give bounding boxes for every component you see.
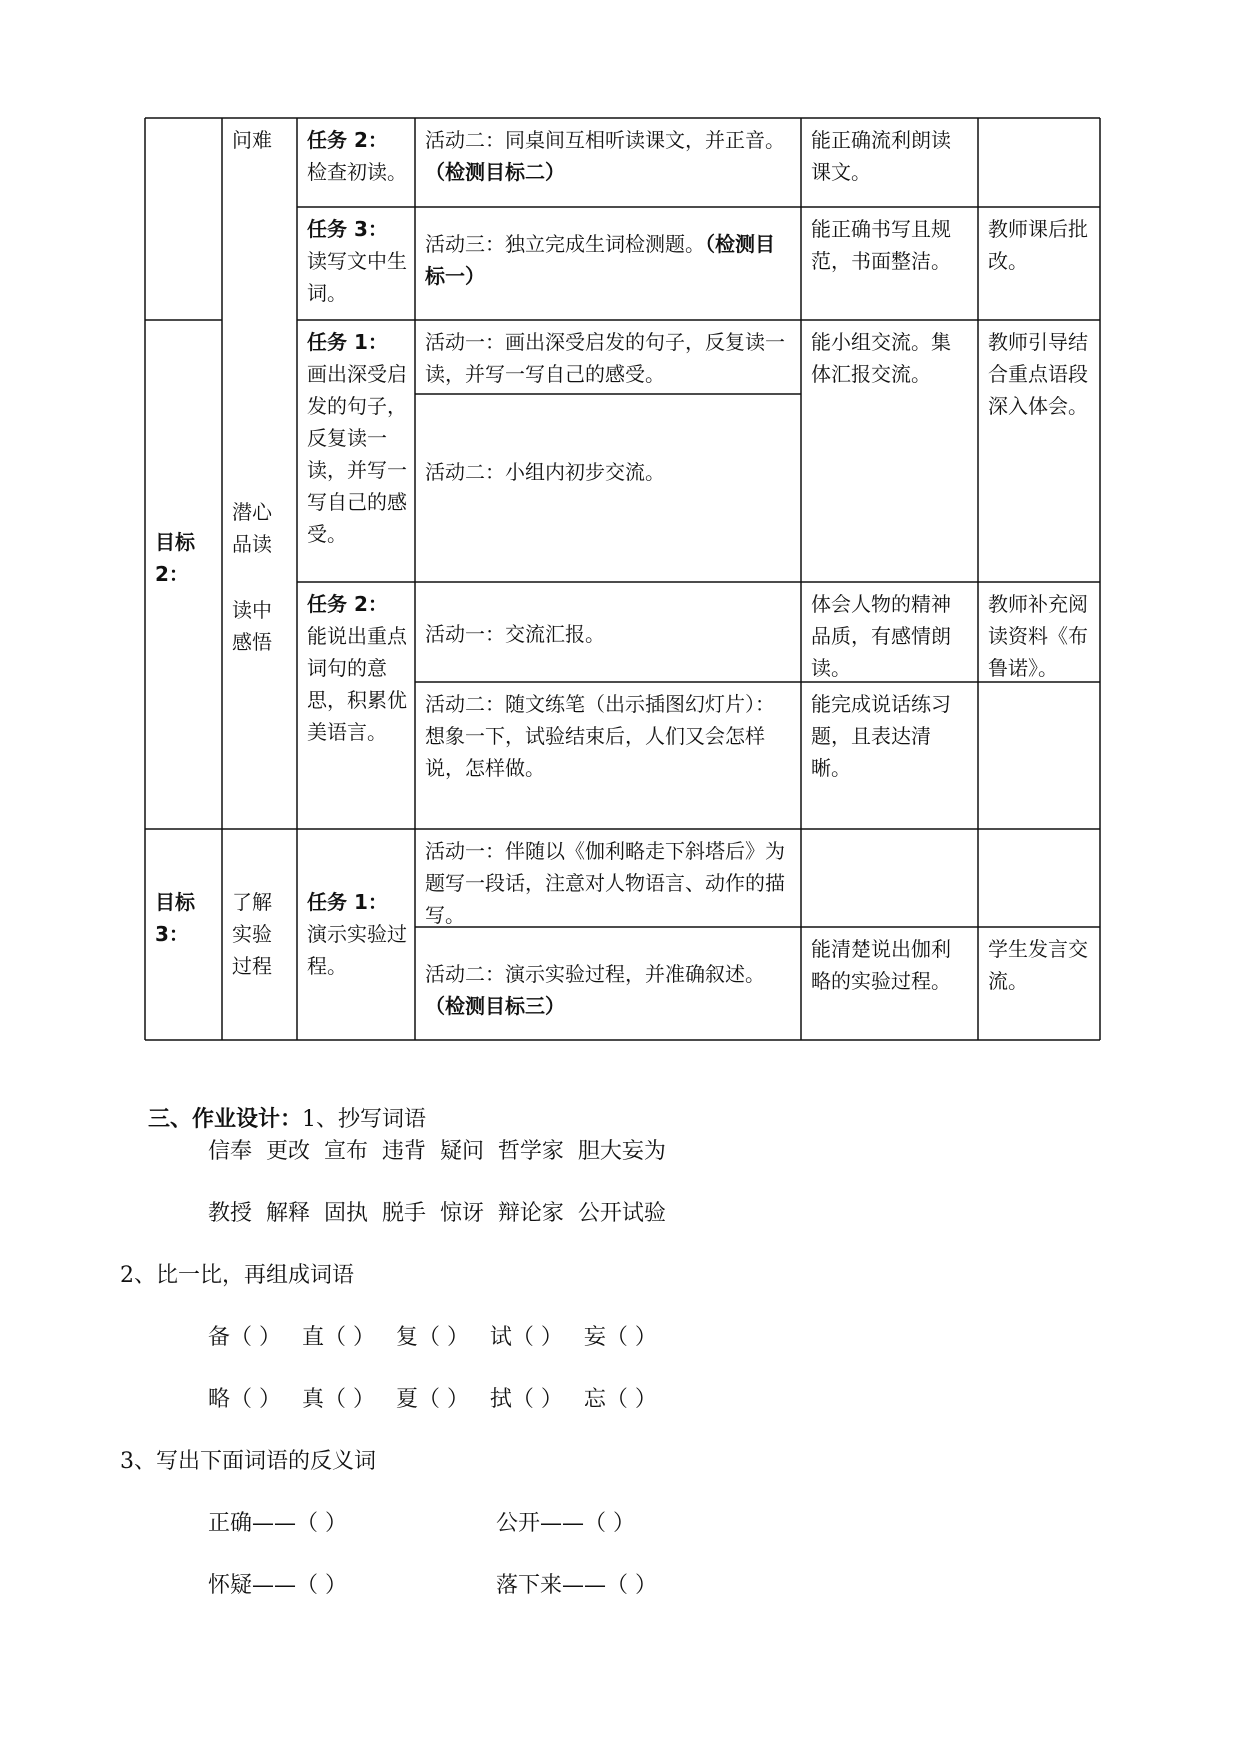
task-label: 任务 3： [307,217,388,241]
eval-text: 能正确流利朗读课文。 [811,128,951,184]
stage-cell-goal2b [222,588,297,654]
task-text: 检查初读。 [307,160,407,184]
antonym-1b: 公开——（ ） [496,1511,635,1536]
stage-label: 潜心品读 [232,500,272,556]
stage-cell-goal2a [222,490,297,556]
section-heading: 三、作业设计： [147,1107,302,1132]
task-text: 演示实验过程。 [307,922,407,978]
goal3-label-cell [145,880,222,960]
stage-label: 了解实验过程 [232,890,272,978]
eval-cell-row2 [801,207,978,320]
activity-cell-goal3-2 [415,952,801,1040]
activity-text: 活动二：演示实验过程，并准确叙述。 [425,962,765,986]
eval-cell-goal2-1 [801,320,978,420]
activity-cell-row1 [415,118,801,207]
homework-item2-title: 2、比一比，再组成词语 [120,1263,354,1288]
eval-cell-goal3 [801,927,978,1040]
task-label: 任务 2： [307,128,388,152]
activity-tag: （检测目标二） [425,160,565,184]
note-cell-goal3 [978,927,1100,1040]
task-text: 能说出重点词句的意思，积累优美语言。 [307,624,407,744]
eval-cell-row1 [801,118,978,207]
eval-text: 能小组交流。集体汇报交流。 [811,330,951,386]
note-cell-row2 [978,207,1100,320]
activity-cell-goal2-3 [415,612,801,672]
task-cell-goal3 [297,880,415,990]
antonym-2a: 怀疑——（ ） [208,1573,347,1598]
activity-text: 活动二：同桌间互相听读课文，并正音。 [425,128,785,152]
task-cell-goal2-2 [297,582,415,829]
activity-tag: （检测目标一） [425,232,775,288]
activity-cell-row2 [415,222,801,320]
note-text: 教师课后批改。 [988,217,1088,273]
compare-row-1: 备（ ） 直（ ） 复（ ） 试（ ） 妄（ ） [208,1325,657,1350]
activity-cell-goal2-4 [415,682,801,829]
compare-row-2: 略（ ） 真（ ） 夏（ ） 拭（ ） 忘（ ） [208,1387,657,1412]
goal-label: 目标 2： [155,530,195,586]
activity-text: 活动一：画出深受启发的句子，反复读一读，并写一写自己的感受。 [425,330,785,386]
note-text: 教师引导结合重点语段深入体会。 [988,330,1088,418]
activity-cell-goal2-2 [415,450,801,510]
task-label: 任务 1： [307,330,388,354]
activity-text: 活动二：随文练笔（出示插图幻灯片）：想象一下，试验结束后，人们又会怎样说，怎样做。 [425,692,775,780]
activity-text: 活动一：伴随以《伽利略走下斜塔后》为题写一段话，注意对人物语言、动作的描写。 [425,839,785,927]
task-cell-row2 [297,207,415,320]
task-text: 读写文中生词。 [307,249,407,305]
activity-text: 活动三：独立完成生词检测题。 [425,232,705,256]
goal2-label-cell [145,520,222,600]
antonym-2b: 落下来——（ ） [496,1573,657,1598]
eval-text: 能清楚说出伽利略的实验过程。 [811,937,951,993]
task-text: 画出深受启发的句子，反复读一读，并写一写自己的感受。 [307,362,407,546]
words-row-1: 信奉 更改 宣布 违背 疑问 哲学家 胆大妄为 [208,1139,666,1164]
activity-tag: （检测目标三） [425,994,565,1018]
activity-text: 活动二：小组内初步交流。 [425,460,665,484]
eval-cell-goal2-3 [801,682,978,782]
note-cell-goal2-1 [978,320,1100,460]
stage-cell-wennan [222,118,297,178]
antonym-1a: 正确——（ ） [208,1511,347,1536]
activity-cell-goal3-1 [415,829,801,927]
activity-text: 活动一：交流汇报。 [425,622,605,646]
homework-item-title: 1、抄写词语 [302,1107,426,1132]
words-row-2: 教授 解释 固执 脱手 惊讶 辩论家 公开试验 [208,1201,666,1226]
task-label: 任务 1： [307,890,388,914]
stage-cell-goal3 [222,880,297,990]
task-cell-row1 [297,118,415,207]
task-cell-goal2-1 [297,320,415,582]
stage-label: 读中感悟 [232,598,272,654]
eval-text: 能完成说话练习题，且表达清晰。 [811,692,951,780]
note-text: 教师补充阅读资料《布鲁诺》。 [988,592,1088,680]
note-text: 学生发言交流。 [988,937,1088,993]
activity-cell-goal2-1 [415,320,801,394]
note-cell-goal2-2 [978,582,1100,722]
task-label: 任务 2： [307,592,388,616]
homework-item3-title: 3、写出下面词语的反义词 [120,1449,376,1474]
eval-text: 体会人物的精神品质，有感情朗读。 [811,592,951,680]
eval-text: 能正确书写且规范，书面整洁。 [811,217,951,273]
eval-cell-goal2-2 [801,582,978,682]
stage-label: 问难 [232,128,272,152]
goal-label: 目标 3： [155,890,195,946]
